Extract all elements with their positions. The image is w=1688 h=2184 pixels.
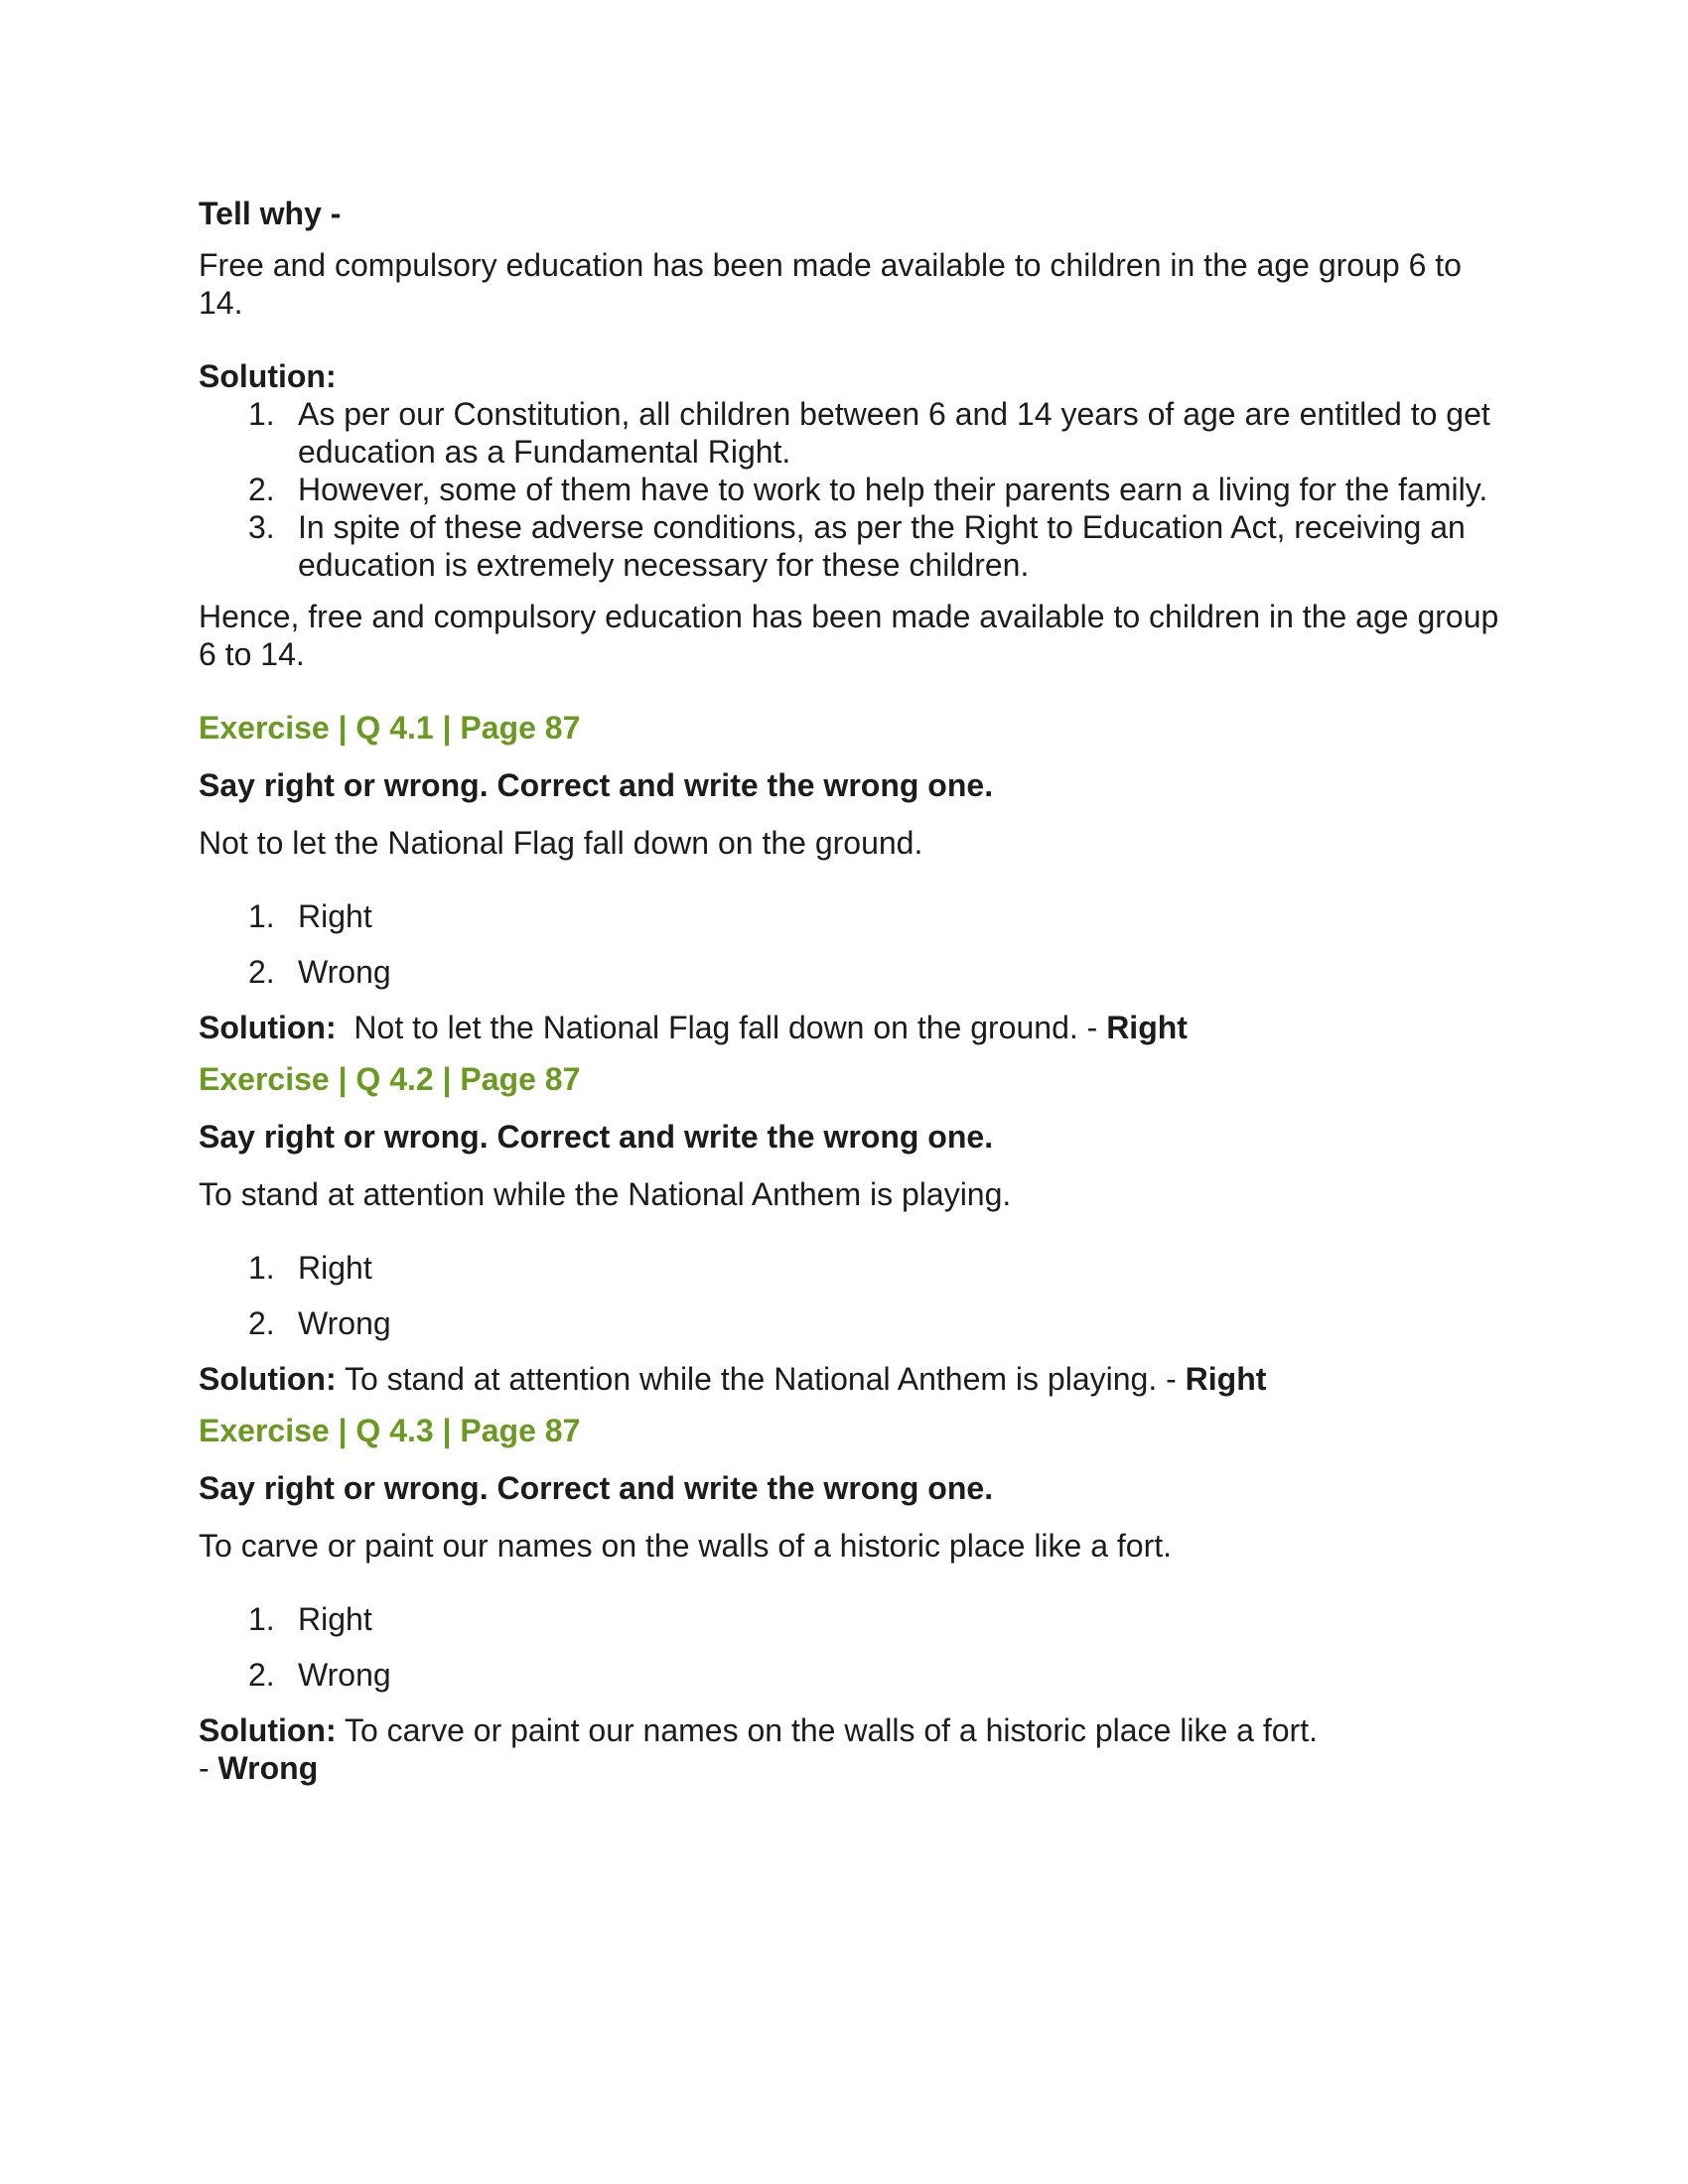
option-number: 2. (248, 954, 275, 990)
solution-answer: Right (1185, 1361, 1267, 1397)
list-item (199, 395, 1499, 471)
option-item (199, 1304, 1499, 1342)
exercise-instruction: Say right or wrong. Correct and write the wrong one. (199, 1470, 994, 1506)
option-item (199, 953, 1499, 991)
option-item (199, 897, 1499, 935)
option-text: Wrong (298, 954, 391, 990)
solution-text: To stand at attention while the National Anthem is playing. - (344, 1361, 1177, 1397)
exercise-solution (199, 1009, 1499, 1046)
document-page (199, 195, 1499, 1787)
option-item (199, 1656, 1499, 1694)
options-list (199, 1600, 1499, 1694)
tell-why-question: Free and compulsory education has been made available to children in the age group 6 to 14. (199, 247, 1462, 321)
list-item (199, 471, 1499, 508)
solution-points-list (199, 395, 1499, 584)
option-text: Wrong (298, 1305, 391, 1341)
exercise-statement: To carve or paint our names on the walls of a historic place like a fort. (199, 1528, 1173, 1564)
list-item-number: 1. (248, 396, 275, 432)
option-number: 1. (248, 1250, 275, 1286)
list-item-text: As per our Constitution, all children between 6 and 14 years of age are entitled to get education as a Fundamental Right. (298, 396, 1490, 470)
option-text: Wrong (298, 1657, 391, 1693)
solution-answer: Right (1106, 1010, 1188, 1045)
solution-label: Solution: (199, 1712, 337, 1748)
list-item-number: 3. (248, 509, 275, 545)
exercise-heading-4-2: Exercise | Q 4.2 | Page 87 (199, 1061, 581, 1097)
solution-text: To carve or paint our names on the walls of a historic place like a fort. (344, 1712, 1318, 1748)
solution-dash: - (199, 1750, 210, 1786)
option-number: 1. (248, 898, 275, 934)
list-item-text: In spite of these adverse conditions, as per the Right to Education Act, receiving an education is extremely necessary for these children. (298, 509, 1466, 583)
option-item (199, 1249, 1499, 1287)
exercise-instruction: Say right or wrong. Correct and write the wrong one. (199, 767, 994, 803)
solution-label: Solution: (199, 1361, 337, 1397)
options-list (199, 1249, 1499, 1342)
option-item (199, 1600, 1499, 1638)
exercise-heading-4-1: Exercise | Q 4.1 | Page 87 (199, 710, 581, 746)
exercise-solution (199, 1360, 1499, 1398)
list-item-number: 2. (248, 472, 275, 507)
option-text: Right (298, 1250, 372, 1286)
list-item-text: However, some of them have to work to help their parents earn a living for the family. (298, 472, 1488, 507)
option-number: 1. (248, 1601, 275, 1637)
option-number: 2. (248, 1305, 275, 1341)
exercise-instruction: Say right or wrong. Correct and write the wrong one. (199, 1119, 994, 1155)
tell-why-heading: Tell why - (199, 196, 342, 231)
exercise-heading-4-3: Exercise | Q 4.3 | Page 87 (199, 1413, 581, 1448)
option-text: Right (298, 898, 372, 934)
option-text: Right (298, 1601, 372, 1637)
list-item (199, 508, 1499, 584)
solution-text: Not to let the National Flag fall down on the ground. - (353, 1010, 1098, 1045)
exercise-solution (199, 1711, 1499, 1787)
option-number: 2. (248, 1657, 275, 1693)
solution-label: Solution: (199, 1010, 337, 1045)
tell-why-solution-label: Solution: (199, 358, 337, 394)
tell-why-conclusion: Hence, free and compulsory education has been made available to children in the age group 6 to 14. (199, 599, 1499, 672)
options-list (199, 897, 1499, 991)
exercise-statement: Not to let the National Flag fall down on the ground. (199, 825, 923, 861)
solution-answer: Wrong (217, 1750, 319, 1786)
exercise-statement: To stand at attention while the National Anthem is playing. (199, 1176, 1012, 1212)
